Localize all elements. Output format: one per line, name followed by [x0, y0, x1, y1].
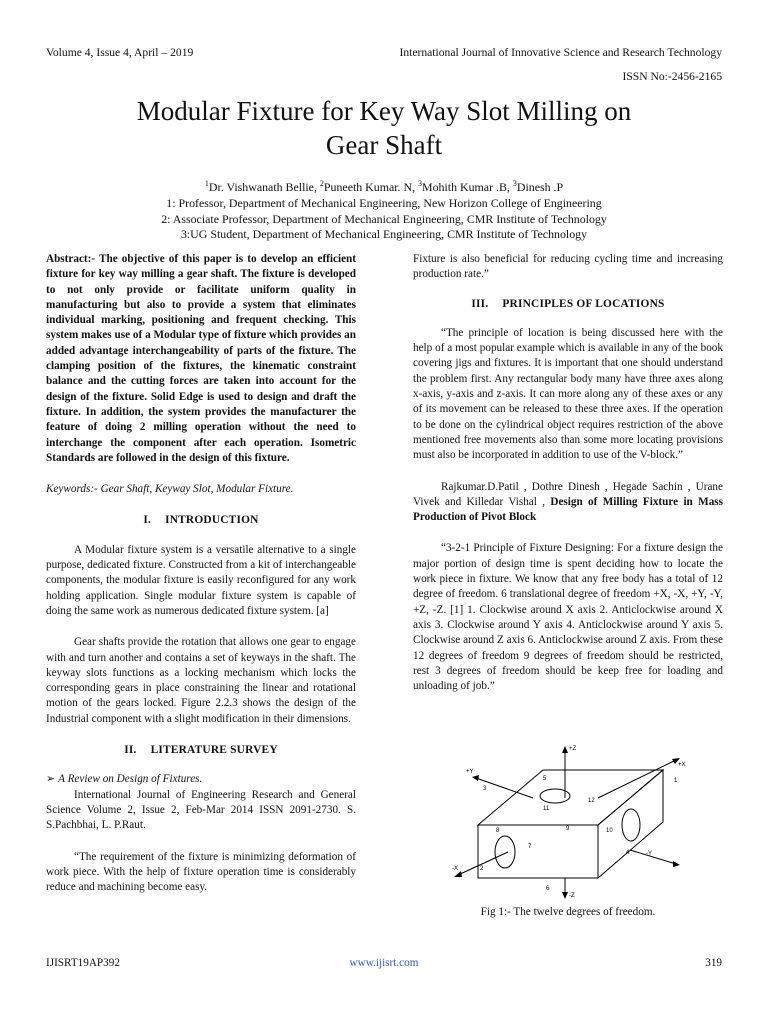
- section-title: LITERATURE SURVEY: [150, 744, 278, 757]
- paper-title: [60, 94, 708, 162]
- location-paragraph-2: “3-2-1 Principle of Fixture Designing: For a fixture design the major portion of design time is spent deciding how to locate the work piece in fixture. We know that any free body has a total of 12 degree of freedom. 6 translational degree of freedom +X, -X, +Y, -Y, +Z, -Z. [1] 1. Clockwise around X axis 2. Anticlockwise around X axis 3. Clockwise around Y axis 4. Anticlockwise around Y axis 5. Clockwise around Z axis 6. Anticlockwise around Z axis. From these 12 degrees of freedom 9 degrees of freedom should be restricted, rest 3 degrees of freedom should be keep free for loading and unloading of job.”: [413, 542, 723, 693]
- label-12: 12: [588, 798, 595, 804]
- label-plus-z: +Z: [569, 746, 577, 752]
- label-7: 7: [528, 844, 532, 850]
- label-plus-x: +X: [678, 762, 686, 768]
- left-column: [46, 252, 356, 895]
- footer-paper-id: IJISRT19AP392: [46, 957, 120, 969]
- author-names: [40, 176, 728, 196]
- journal-volume: Volume 4, Issue 4, April – 2019: [46, 46, 194, 59]
- author-sup: 3: [512, 179, 517, 188]
- arrow-plus-z: [562, 746, 568, 753]
- label-plus-y: +Y: [466, 769, 474, 775]
- affiliation-3: 3:UG Student, Department of Mechanical Engineering, CMR Institute of Technology: [180, 227, 588, 242]
- rotation-x: [495, 836, 515, 868]
- section-title: PRINCIPLES OF LOCATIONS: [502, 297, 665, 310]
- section-heading-literature: [46, 743, 356, 758]
- affiliation-1: 1: Professor, Department of Mechanical Engineering, New Horizon College of Engineering: [166, 195, 602, 210]
- section-number: I.: [143, 514, 152, 527]
- title-line-1: Modular Fixture for Key Way Slot Milling on: [136, 96, 632, 126]
- label-8: 8: [496, 828, 500, 834]
- reference-2-title: Design of Milling Fixture in Mass Production of Pivot Block: [413, 495, 723, 524]
- section-heading-principles: [413, 297, 723, 312]
- label-4: 4: [626, 850, 630, 856]
- freedom-diagram: [448, 740, 698, 900]
- review-bullet: [46, 772, 356, 787]
- affiliation-2: 2: Associate Professor, Department of Mechanical Engineering, CMR Institute of Technology: [161, 211, 607, 226]
- author-sup: 3: [418, 179, 423, 188]
- block-side-face: [598, 770, 663, 878]
- author-block: [40, 176, 728, 243]
- journal-name: International Journal of Innovative Science and Research Technology: [399, 46, 722, 59]
- label-minus-x: -X: [452, 866, 458, 872]
- author-4: Dinesh .P: [516, 179, 564, 194]
- author-3: Mohith Kumar .B,: [422, 179, 513, 194]
- label-6: 6: [546, 886, 550, 892]
- journal-issn: ISSN No:-2456-2165: [622, 70, 722, 83]
- label-2: 2: [480, 866, 484, 872]
- label-10: 10: [606, 828, 613, 834]
- title-line-2: Gear Shaft: [325, 130, 443, 160]
- keywords: Keywords:- Gear Shaft, Keyway Slot, Modular Fixture.: [46, 483, 294, 496]
- label-1: 1: [674, 778, 678, 784]
- arrow-minus-y: [673, 861, 680, 867]
- author-1: Dr. Vishwanath Bellie,: [208, 179, 320, 194]
- review-reference: International Journal of Engineering Research and General Science Volume 2, Issue 2, Feb-Mar 2014 ISSN 2091-2730. S. S.Pachbhai, L. P.Raut.: [46, 788, 356, 832]
- arrow-minus-z: [562, 892, 568, 899]
- label-11: 11: [543, 806, 550, 812]
- label-9: 9: [566, 826, 570, 832]
- location-paragraph-1: “The principle of location is being discussed here with the help of a most popular example which is available in any of the book covering jigs and fixtures. It is important that one should understand the problem first. Any rectangular body many have three axes along x-axis, y-axis and z-axis. It can more along any of these axes or any of its movement can be released to these three axes. If the operation to be done on the cylindrical object requires restriction of the above mentioned free movements also than some more locating provisions must also be incorporated in addition to use of the V-block.”: [413, 326, 723, 462]
- intro-paragraph-1: A Modular fixture system is a versatile alternative to a single purpose, dedicated fixture. Constructed from a kit of interchangeable components, the modular fixture is easily reconfigured for any work holding application. Single modular fixture system is capable of doing the same work as numerous dedicated fixture system. [a]: [46, 543, 356, 617]
- label-5: 5: [543, 776, 547, 782]
- arrow-bullet-icon: ➢: [46, 773, 56, 786]
- section-number: III.: [471, 297, 489, 310]
- continued-text: Fixture is also beneficial for reducing cycling time and increasing production rate.”: [413, 253, 723, 281]
- figure-degrees-of-freedom: [448, 740, 698, 900]
- footer-website-link[interactable]: www.ijisrt.com: [349, 957, 419, 969]
- section-number: II.: [124, 744, 137, 757]
- right-column: [413, 252, 723, 694]
- abstract: Abstract:- The objective of this paper is to develop an efficient fixture for key way milling a gear shaft. The fixture is developed to not only provide or facilitate uniform quality in manufacturing but also to provide a system that eliminates individual marking, positioning and frequent checking. This system makes use of a Modular type of fixture which provides an added advantage interchangeability of parts of the fixture. The clamping position of the fixtures, the kinematic constraint balance and the cutting forces are taken into account for the design of the fixture. Solid Edge is used to design and draft the fixture. In addition, the system provides the manufacturer the feature of doing 2 milling operation without the need to interchange the component after each operation. Isometric Standards are followed in the design of this fixture.: [46, 253, 356, 464]
- block-top-face: [478, 770, 663, 825]
- author-sup: 2: [319, 179, 324, 188]
- figure-caption: Fig 1:- The twelve degrees of freedom.: [480, 906, 656, 918]
- label-3: 3: [483, 786, 487, 792]
- arrow-plus-y: [472, 775, 479, 781]
- review-title: A Review on Design of Fixtures.: [58, 773, 203, 786]
- section-heading-introduction: [46, 513, 356, 528]
- review-quote: “The requirement of the fixture is minimizing deformation of work piece. With the help of fixture operation time is considerably reduce and machining become easy.: [46, 850, 356, 894]
- rotation-y: [622, 809, 640, 841]
- axis-minus-y: [630, 850, 676, 864]
- intro-paragraph-2: Gear shafts provide the rotation that allows one gear to engage with and turn another and contains a set of keyways in the shaft. The keyway slots functions as a locking mechanism which locks the corresponding gears in place constraining the linear and rotational motion of the gears locked. Figure 2.2.3 shows the design of the Industrial component with a slight modification in their dimensions.: [46, 636, 356, 725]
- section-title: INTRODUCTION: [165, 514, 259, 527]
- author-2: Puneeth Kumar. N,: [323, 179, 419, 194]
- page-number: 319: [705, 957, 722, 969]
- label-minus-z: -Z: [569, 893, 575, 899]
- label-minus-y: -Y: [646, 851, 652, 857]
- reference-2: [413, 480, 723, 526]
- reference-2-authors: Rajkumar.D.Patil , Dothre Dinesh , Hegade Sachin , Urane Vivek and Killedar Vishal ,: [413, 480, 723, 508]
- author-sup: 1: [204, 179, 209, 188]
